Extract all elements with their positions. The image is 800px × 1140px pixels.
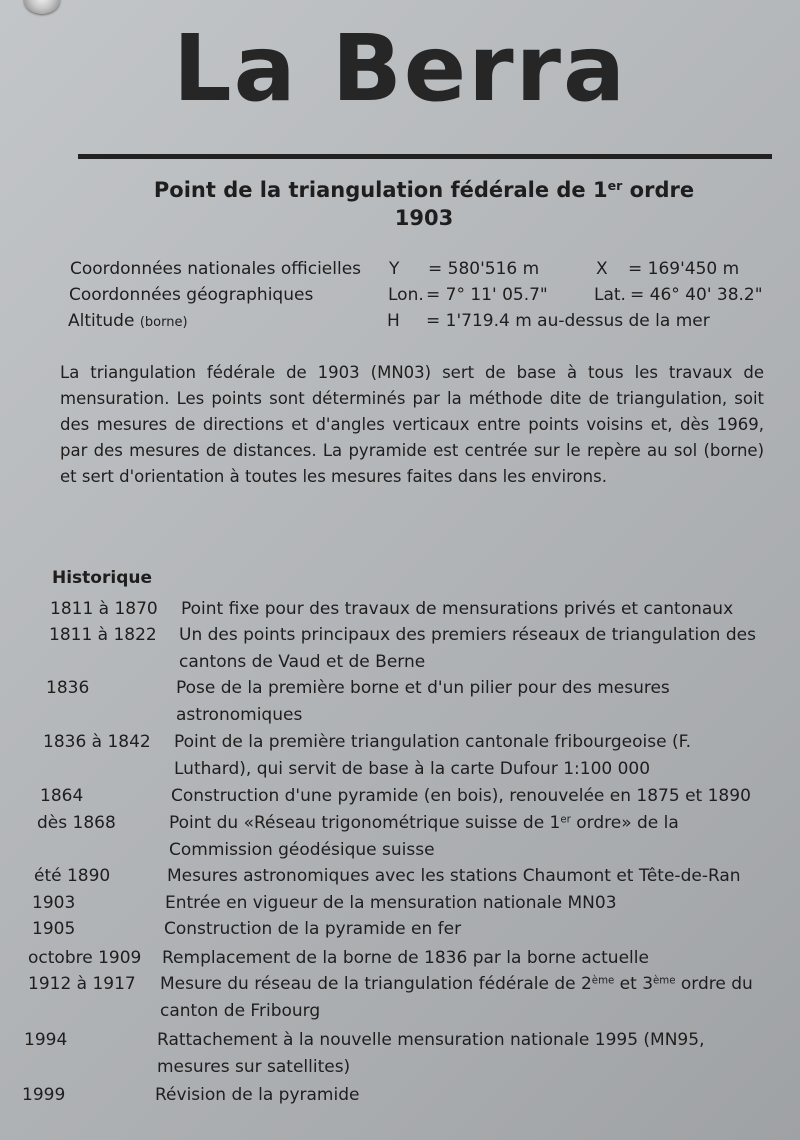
history-text: Mesures astronomiques avec les stations Chaumont et Tête-de-Ran bbox=[167, 866, 741, 886]
coord-lon-value: = 7° 11' 05.7" bbox=[426, 285, 548, 305]
history-date: 1864 bbox=[40, 786, 84, 806]
historique-heading: Historique bbox=[52, 568, 152, 588]
coord-x-value: = 169'450 m bbox=[628, 259, 740, 279]
subtitle bbox=[0, 176, 800, 233]
history-date: octobre 1909 bbox=[28, 948, 142, 968]
history-text: Point fixe pour des travaux de mensurations privés et cantonaux bbox=[181, 599, 734, 619]
history-date: 1811 à 1822 bbox=[49, 625, 157, 645]
history-text: Rattachement à la nouvelle mensuration nationale 1995 (MN95, mesures sur satellites) bbox=[157, 1030, 705, 1077]
history-text: Entrée en vigueur de la mensuration nationale MN03 bbox=[165, 893, 617, 913]
coord-y-key: Y bbox=[389, 259, 400, 279]
history-date: dès 1868 bbox=[37, 813, 116, 833]
history-text: Construction d'une pyramide (en bois), renouvelée en 1875 et 1890 bbox=[171, 786, 751, 806]
coord-y-value: = 580'516 m bbox=[428, 259, 540, 279]
coord-label-national: Coordonnées nationales officielles bbox=[70, 259, 362, 279]
coord-lat-value: = 46° 40' 38.2" bbox=[630, 285, 763, 305]
history-text: Un des points principaux des premiers réseaux de triangulation des cantons de Vaud et de Berne bbox=[179, 625, 756, 672]
description-paragraph: La triangulation fédérale de 1903 (MN03) sert de base à tous les travaux de mensuration. Les points sont déterminés par la méthode dite de triangulation, soit des mesures de directions et d'angles verticaux entre points voisins et, dès 1969, par des mesures de distances. La pyramide est centrée sur le repère au sol (borne) et sert d'orientation à toutes les mesures faites dans les environs. bbox=[60, 363, 764, 486]
subtitle-year: 1903 bbox=[394, 206, 454, 231]
history-text: Remplacement de la borne de 1836 par la borne actuelle bbox=[162, 948, 649, 968]
history-date: 1903 bbox=[32, 893, 76, 913]
coord-x-key: X bbox=[596, 259, 608, 279]
history-text: Mesure du réseau de la triangulation fédérale de 2ème et 3ème ordre du canton de Fribourg bbox=[160, 974, 753, 1021]
history-date: 1836 bbox=[46, 678, 90, 698]
history-date: 1912 à 1917 bbox=[28, 974, 136, 994]
title-divider bbox=[78, 154, 772, 159]
history-date: 1999 bbox=[22, 1085, 66, 1105]
coord-h-key: H bbox=[387, 311, 400, 331]
history-date: 1836 à 1842 bbox=[43, 732, 151, 752]
history-date: 1994 bbox=[24, 1030, 68, 1050]
mounting-screw bbox=[24, 0, 60, 14]
coord-label-altitude: Altitude (borne) bbox=[68, 311, 188, 331]
history-text: Point de la première triangulation cantonale fribourgeoise (F. Luthard), qui servit de base à la carte Dufour 1:100 000 bbox=[174, 732, 692, 779]
coord-h-value: = 1'719.4 m au-dessus de la mer bbox=[426, 311, 710, 331]
coord-lat-key: Lat. bbox=[594, 285, 626, 305]
history-date: 1905 bbox=[32, 919, 76, 939]
subtitle-line-1: Point de la triangulation fédérale de 1er ordre bbox=[153, 178, 695, 202]
history-text: Pose de la première borne et d'un pilier pour des mesures astronomiques bbox=[176, 678, 670, 725]
coord-label-geographic: Coordonnées géographiques bbox=[69, 285, 314, 305]
coord-lon-key: Lon. bbox=[388, 285, 424, 305]
history-text: Révision de la pyramide bbox=[155, 1085, 360, 1105]
history-date: été 1890 bbox=[34, 866, 111, 886]
sign-title: La Berra bbox=[172, 15, 628, 122]
history-text: Construction de la pyramide en fer bbox=[164, 919, 462, 939]
history-text: Point du «Réseau trigonométrique suisse de 1er ordre» de la Commission géodésique suisse bbox=[169, 813, 679, 860]
history-date: 1811 à 1870 bbox=[50, 599, 158, 619]
